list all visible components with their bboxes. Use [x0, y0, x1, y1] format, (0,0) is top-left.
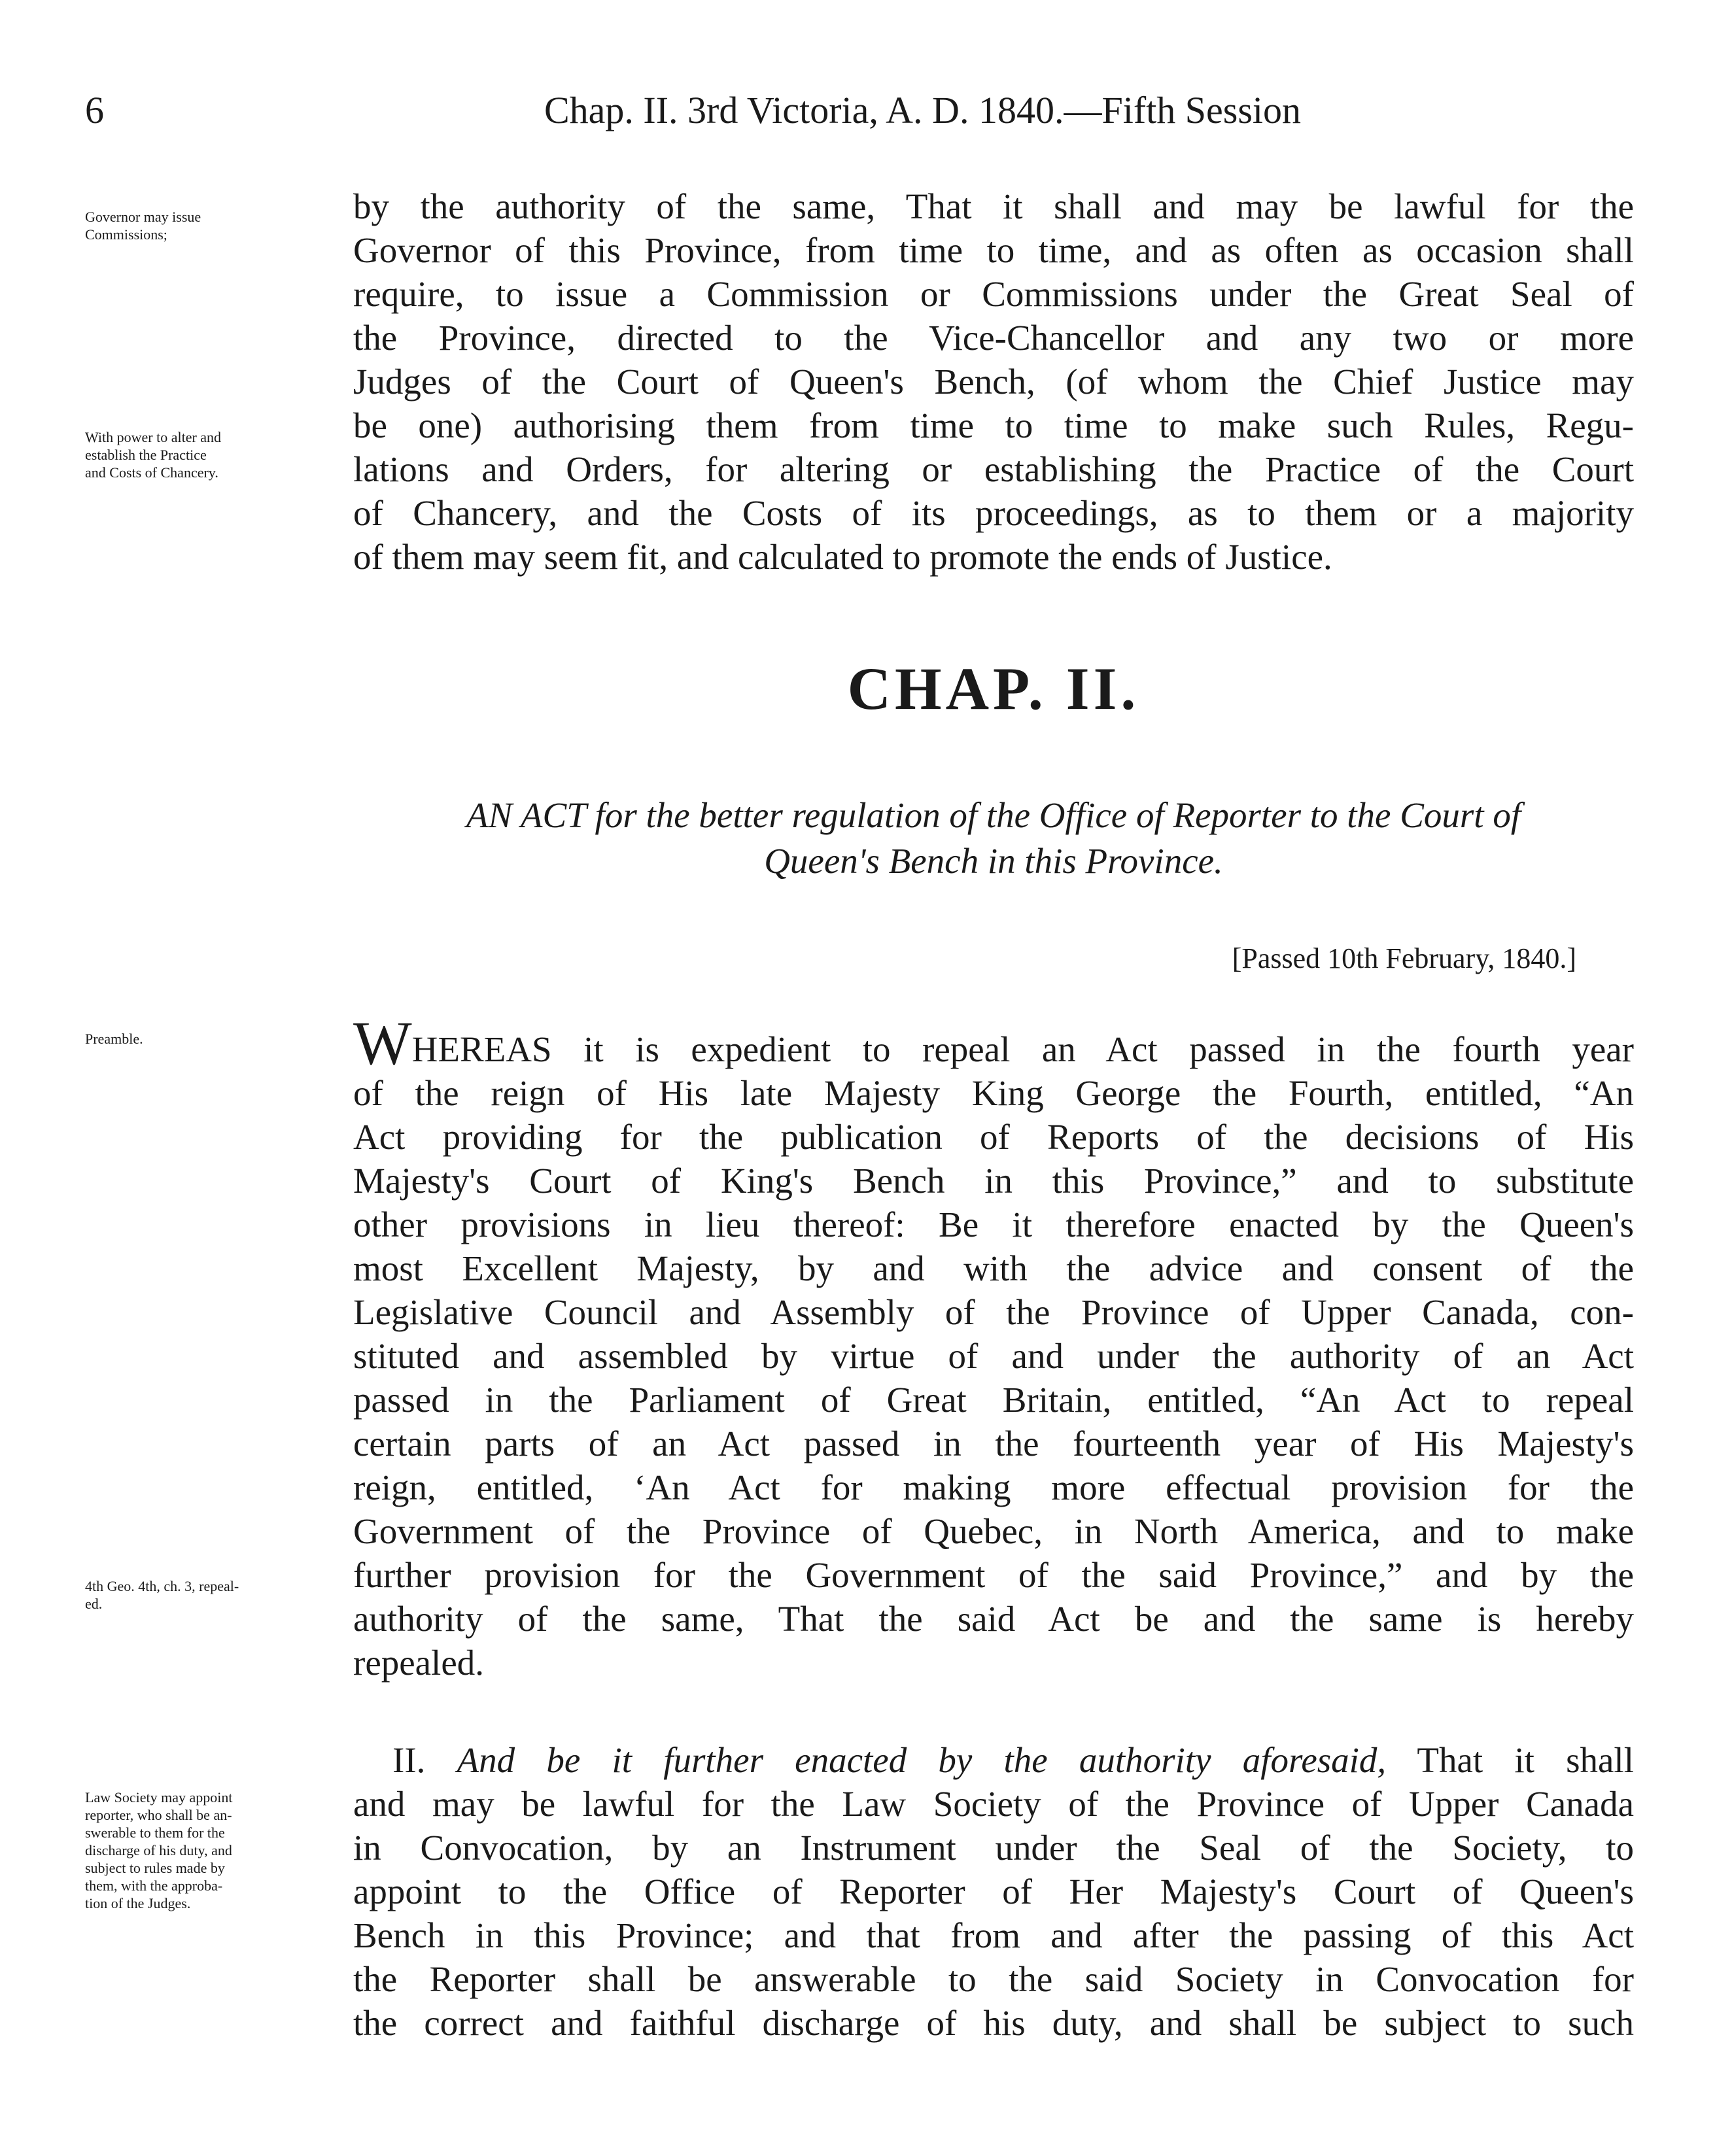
margin-note-line: ed. [85, 1596, 103, 1612]
text-line: the Province, directed to the Vice-Chancellor and any two or more [353, 318, 1634, 358]
act-title-line: AN ACT for the better regulation of the Office of Reporter to the Court of [466, 795, 1521, 835]
text-line: certain parts of an Act passed in the fourteenth year of His Majesty's [353, 1424, 1634, 1463]
text-line: the correct and faithful discharge of his duty, and shall be subject to such [353, 2003, 1634, 2043]
margin-note-line: establish the Practice [85, 447, 207, 463]
margin-note-law-society [85, 1788, 334, 1912]
margin-note-line: 4th Geo. 4th, ch. 3, repeal- [85, 1578, 239, 1594]
preamble-first-line: HEREAS it is expedient to repeal an Act passed in the fourth year [411, 1029, 1634, 1069]
chapter-heading: CHAP. II. [847, 655, 1140, 722]
section-two-first-line: That it shall [1417, 1740, 1634, 1780]
text-line: Government of the Province of Quebec, in North America, and to make [353, 1511, 1634, 1551]
text-line: of the reign of His late Majesty King George the Fourth, entitled, “An [353, 1073, 1634, 1113]
margin-note-line: reporter, who shall be an- [85, 1807, 232, 1823]
text-line: of them may seem fit, and calculated to promote the ends of Justice. [353, 537, 1332, 577]
running-head: Chap. II. 3rd Victoria, A. D. 1840.—Fifth Session [544, 89, 1301, 131]
text-line: most Excellent Majesty, by and with the advice and consent of the [353, 1248, 1634, 1288]
text-line: be one) authorising them from time to time to make such Rules, Regu- [353, 405, 1634, 445]
margin-note-line: Commissions; [85, 226, 167, 243]
margin-note-line: With power to alter and [85, 429, 222, 445]
text-line: reign, entitled, ‘An Act for making more effectual provision for the [353, 1467, 1634, 1507]
section-one-text [353, 184, 1634, 579]
text-line: appoint to the Office of Reporter of Her Majesty's Court of Queen's [353, 1872, 1634, 1911]
text-line: repealed. [353, 1643, 484, 1683]
text-line [353, 1023, 1634, 1071]
margin-note-line: Preamble. [85, 1031, 143, 1047]
margin-note-line: them, with the approba- [85, 1877, 223, 1894]
text-line: Majesty's Court of King's Bench in this Province,” and to substitute [353, 1161, 1634, 1201]
text-line: Act providing for the publication of Reports of the decisions of His [353, 1117, 1634, 1157]
margin-note-line: and Costs of Chancery. [85, 464, 218, 481]
margin-note-line: Law Society may appoint [85, 1789, 233, 1805]
margin-note-line: subject to rules made by [85, 1860, 225, 1876]
text-line: Judges of the Court of Queen's Bench, (of whom the Chief Justice may [353, 362, 1634, 402]
text-line: by the authority of the same, That it shall and may be lawful for the [353, 186, 1634, 226]
text-line [353, 1738, 1634, 1782]
text-line: Governor of this Province, from time to time, and as often as occasion shall [353, 230, 1634, 270]
margin-note-repealed [85, 1577, 334, 1613]
text-line: Legislative Council and Assembly of the Province of Upper Canada, con- [353, 1292, 1634, 1332]
text-line: authority of the same, That the said Act be and the same is hereby [353, 1599, 1634, 1639]
text-line: stituted and assembled by virtue of and under the authority of an Act [353, 1336, 1634, 1376]
text-line: passed in the Parliament of Great Britain, entitled, “An Act to repeal [353, 1380, 1634, 1420]
margin-note-line: discharge of his duty, and [85, 1842, 232, 1858]
margin-note-line: tion of the Judges. [85, 1895, 191, 1911]
text-line: require, to issue a Commission or Commissions under the Great Seal of [353, 274, 1634, 314]
drop-cap: W [353, 1023, 412, 1071]
section-two-text [353, 1738, 1634, 2045]
preamble-text [353, 1023, 1634, 1685]
text-line: other provisions in lieu thereof: Be it therefore enacted by the Queen's [353, 1205, 1634, 1244]
margin-note-line: swerable to them for the [85, 1824, 225, 1841]
margin-note-line: Governor may issue [85, 209, 201, 225]
margin-note-governor [85, 208, 334, 243]
text-line: lations and Orders, for altering or establishing the Practice of the Court [353, 449, 1634, 489]
text-line: the Reporter shall be answerable to the said Society in Convocation for [353, 1959, 1634, 1999]
act-title [353, 793, 1634, 884]
text-line: of Chancery, and the Costs of its proceedings, as to them or a majority [353, 493, 1634, 533]
margin-note-preamble [85, 1030, 334, 1048]
margin-note-chancery [85, 428, 334, 481]
section-numeral: II. [392, 1740, 426, 1780]
text-line: in Convocation, by an Instrument under the Seal of the Society, to [353, 1828, 1634, 1868]
page-number: 6 [85, 89, 104, 131]
enacting-clause: And be it further enacted by the authority aforesaid, [457, 1740, 1387, 1780]
text-line: further provision for the Government of the said Province,” and by the [353, 1555, 1634, 1595]
text-line: and may be lawful for the Law Society of the Province of Upper Canada [353, 1784, 1634, 1824]
text-line: Bench in this Province; and that from and after the passing of this Act [353, 1915, 1634, 1955]
act-title-line: Queen's Bench in this Province. [764, 841, 1223, 881]
passed-date: [Passed 10th February, 1840.] [1232, 942, 1576, 974]
